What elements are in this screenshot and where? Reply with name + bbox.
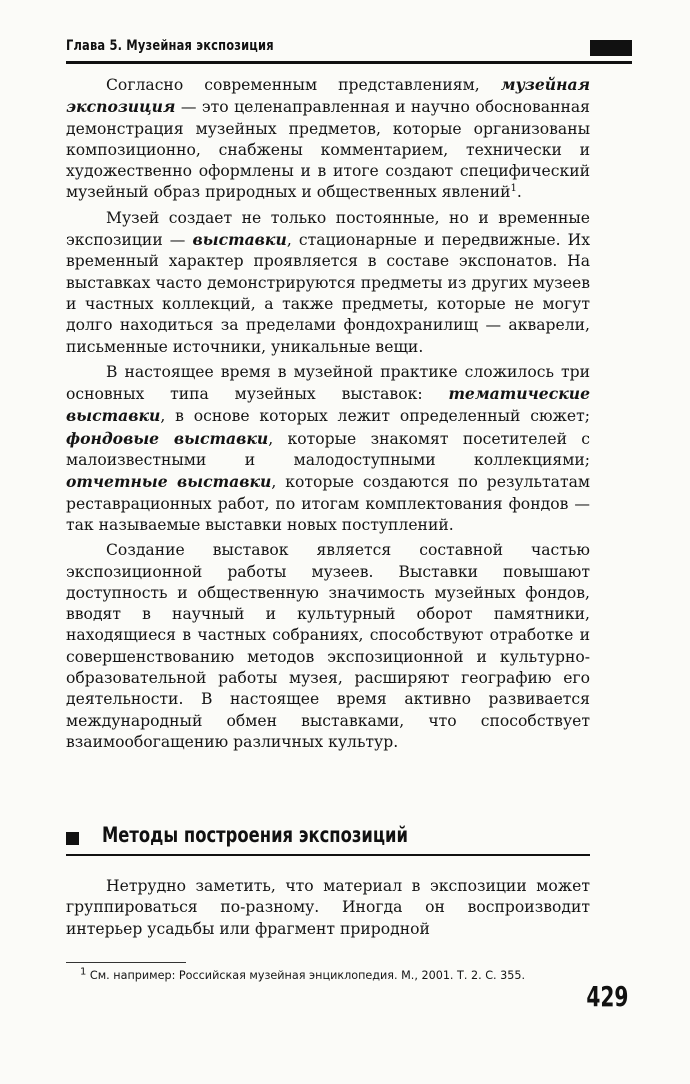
footnote (66, 968, 590, 983)
main-text (66, 74, 590, 757)
text-run: Согласно современным представлениям, (106, 76, 501, 94)
paragraph (66, 208, 590, 358)
paragraph: Нетрудно заметить, что материал в экспозиции может группироваться по-разному. Иногда он воспроизводит интерьер усадьбы или фрагмент природной (66, 877, 590, 938)
section-bullet-icon (66, 832, 79, 845)
section-title: Методы построения экспозиций (102, 823, 408, 847)
paragraph (66, 362, 590, 536)
footnote-ref: 1 (510, 183, 517, 195)
text-run: Музей создает не только постоянные, но и временные экспозиции — (66, 208, 590, 250)
main-text-continued (66, 876, 590, 940)
running-head-rule (66, 61, 632, 64)
text-run: , которые знакомят посетителей с малоизвестными и малодоступными коллекциями; (66, 429, 591, 470)
text-run: . (516, 183, 522, 202)
text-run: Создание выставок является составной частью экспозиционной работы музеев. Выставки повышают доступность и общественную значимость музейных фондов, вводят в научный и культурный оборот памятники, находящиеся в частных собраниях, способствуют отработке и совершенствованию методов экспозиционной и культурно-образовательной работы музея, расширяют географию его деятельности. В настоящее время активно развивается международный обмен выставками, что способствует взаимообогащению различных культур. (66, 541, 590, 751)
term: тематические выставки (66, 384, 590, 426)
running-head (66, 38, 632, 60)
section-heading (66, 823, 590, 859)
text-run: , которые создаются по результатам реставрационных работ, по итогам комплектования фондов — так называемые выставки новых поступлений. (66, 473, 590, 534)
running-head-marker (590, 40, 632, 56)
paragraph (66, 74, 590, 204)
footnote-marker: 1 (80, 966, 87, 978)
page-number: 429 (585, 980, 628, 1013)
text-run: — это целенаправленная и научно обоснованная демонстрация музейных предметов, которые организованы композиционно, снабжены комментарием, технически и художественно оформлены и в итоге создают специфический музейный образ природных и общественных явлений (66, 98, 590, 202)
running-head-title: Глава 5. Музейная экспозиция (66, 38, 274, 54)
term: отчетные выставки (66, 472, 272, 492)
term: выставки (192, 230, 287, 250)
footnote-text: См. например: Российская музейная энциклопедия. М., 2001. Т. 2. С. 355. (86, 969, 526, 982)
text-run: В настоящее время в музейной практике сложилось три основных типа музейных выставок: (66, 362, 590, 404)
paragraph (66, 540, 590, 753)
text-run: , стационарные и передвижные. Их временный характер проявляется в составе экспонатов. На выставках часто демонстрируются предметы из других музеев и частных коллекций, а также предметы, которые не могут долго находиться за пределами фондохранилищ — акварели, письменные источники, уникальные вещи. (66, 231, 590, 356)
term: музейная экспозиция (66, 75, 590, 117)
footnote-rule (66, 962, 186, 963)
text-run: , в основе которых лежит определенный сюжет; (160, 407, 590, 426)
term: фондовые выставки (66, 428, 269, 448)
section-rule (66, 854, 590, 856)
